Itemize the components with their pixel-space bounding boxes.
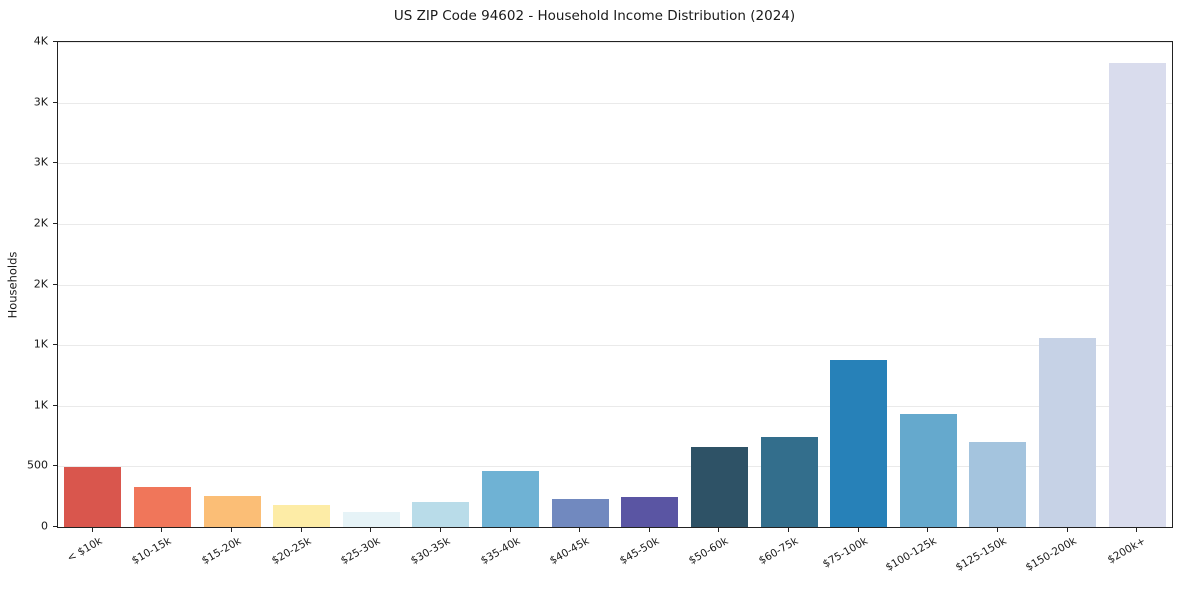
bar <box>691 447 748 527</box>
bar <box>64 467 121 527</box>
bar <box>830 360 887 527</box>
gridline <box>58 345 1172 346</box>
bar <box>900 414 957 527</box>
x-tick-label: $15-20k <box>199 535 244 568</box>
x-tick-mark <box>997 528 998 532</box>
x-tick-label: $30-35k <box>408 535 453 568</box>
bar <box>621 497 678 527</box>
x-tick-label: $60-75k <box>756 535 801 568</box>
x-tick-label: $75-100k <box>820 535 870 571</box>
bar <box>204 496 261 527</box>
plot-area <box>57 41 1173 528</box>
x-tick-mark <box>1067 528 1068 532</box>
y-tick-label: 1K <box>33 337 48 351</box>
y-tick-label: 0 <box>41 519 48 533</box>
bar <box>761 437 818 527</box>
y-axis-label-text: Households <box>5 251 20 318</box>
x-tick-label: $35-40k <box>478 535 522 568</box>
bar <box>1109 63 1166 527</box>
bar <box>412 502 469 527</box>
x-tick-mark <box>92 528 93 532</box>
x-tick-label: $50-60k <box>687 535 731 568</box>
bar <box>1039 338 1096 527</box>
gridline <box>58 406 1172 407</box>
x-tick-label: $100-125k <box>883 535 939 574</box>
x-tick-mark <box>788 528 789 532</box>
x-tick-mark <box>649 528 650 532</box>
x-tick-mark <box>858 528 859 532</box>
bar <box>343 512 400 527</box>
gridline <box>58 103 1172 104</box>
y-tick-label: 3K <box>33 155 48 169</box>
x-tick-mark <box>370 528 371 532</box>
bar <box>134 487 191 527</box>
bar <box>969 442 1026 527</box>
x-tick-label: $20-25k <box>269 535 313 568</box>
x-tick-mark <box>161 528 162 532</box>
x-tick-mark <box>1136 528 1137 532</box>
x-tick-mark <box>927 528 928 532</box>
bar <box>482 471 539 527</box>
x-tick-mark <box>510 528 511 532</box>
y-tick-label: 500 <box>27 458 48 472</box>
y-tick-label: 2K <box>33 216 48 230</box>
x-tick-label: $125-150k <box>953 535 1009 574</box>
bar <box>552 499 609 527</box>
x-axis <box>57 528 1173 590</box>
x-tick-label: $10-15k <box>130 535 174 568</box>
x-tick-label: < $10k <box>64 535 105 565</box>
x-tick-mark <box>231 528 232 532</box>
x-tick-mark <box>440 528 441 532</box>
x-tick-label: $25-30k <box>339 535 383 568</box>
x-tick-label: $45-50k <box>617 535 662 568</box>
gridline <box>58 163 1172 164</box>
x-tick-label: $200k+ <box>1105 535 1148 567</box>
y-tick-label: 2K <box>33 277 48 290</box>
x-tick-mark <box>301 528 302 532</box>
y-tick-label: 3K <box>33 95 48 109</box>
gridline <box>58 285 1172 286</box>
gridline <box>58 42 1172 43</box>
y-tick-label: 1K <box>33 398 48 412</box>
x-tick-label: $40-45k <box>547 535 592 568</box>
y-tick-label: 4K <box>33 34 48 48</box>
bar <box>273 505 330 527</box>
x-tick-mark <box>579 528 580 532</box>
x-tick-mark <box>718 528 719 532</box>
gridline <box>58 224 1172 225</box>
x-tick-label: $150-200k <box>1023 535 1079 574</box>
y-axis <box>0 34 57 533</box>
chart-title: US ZIP Code 94602 - Household Income Distribution (2024) <box>393 8 796 24</box>
